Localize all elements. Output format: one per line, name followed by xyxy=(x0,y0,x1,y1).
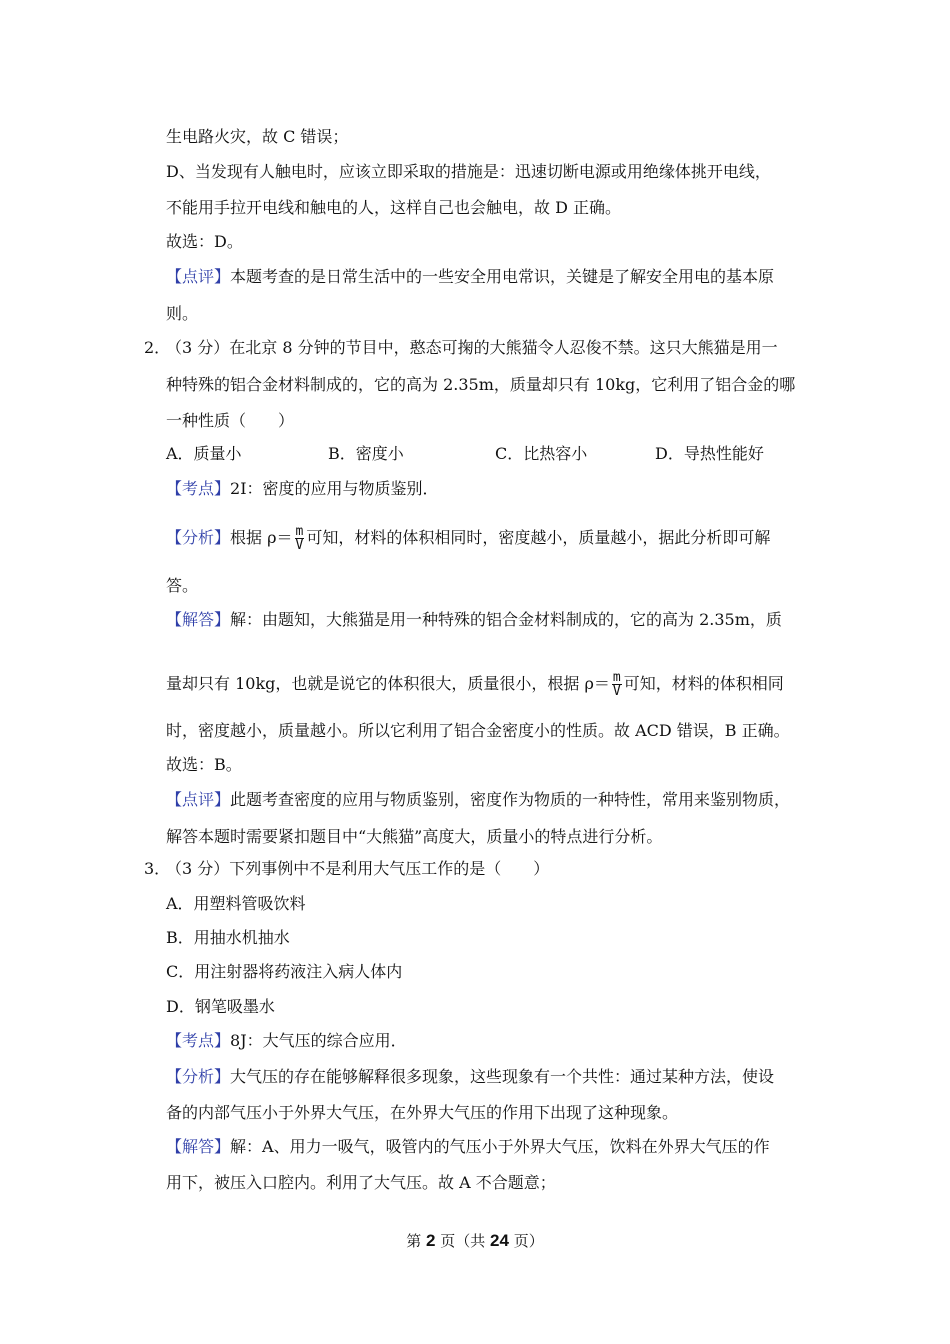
option-c: C．用注射器将药液注入病人体内 xyxy=(166,962,403,981)
text-line: 故选：B。 xyxy=(166,755,242,774)
option-a: A．用塑料管吸饮料 xyxy=(166,894,306,913)
text-line: 则。 xyxy=(166,304,199,323)
option-a: A．质量小 xyxy=(166,444,242,463)
kaodian-text: 2I：密度的应用与物质鉴别． xyxy=(230,479,439,498)
kaodian-line xyxy=(166,479,439,499)
jieda-line xyxy=(166,1137,770,1157)
option-b: B．密度小 xyxy=(328,444,404,463)
jieda-tag: 【解答】 xyxy=(166,1137,231,1156)
density-fraction xyxy=(612,671,622,698)
option-d: D．导热性能好 xyxy=(655,444,764,463)
comment-text: 本题考查的是日常生活中的一些安全用电常识，关键是了解安全用电的基本原 xyxy=(230,267,775,286)
jieda-line xyxy=(166,671,784,698)
dianping-tag: 【点评】 xyxy=(166,790,231,809)
text-line: 生电路火灾，故 C 错误； xyxy=(166,127,349,146)
question-number: 2． xyxy=(144,338,171,357)
question-stem: 种特殊的铝合金材料制成的，它的高为 2.35m，质量却只有 10kg，它利用了铝合金的哪 xyxy=(166,375,796,394)
jieda-text: 解：A、用力一吸气，吸管内的气压小于外界大气压，饮料在外界大气压的作 xyxy=(230,1137,770,1156)
fenxi-text: 根据 ρ＝ xyxy=(230,528,293,547)
text-line: 备的内部气压小于外界大气压，在外界大气压的作用下出现了这种现象。 xyxy=(166,1103,679,1122)
jieda-line xyxy=(166,610,782,630)
text-line: 不能用手拉开电线和触电的人，这样自己也会触电，故 D 正确。 xyxy=(166,198,622,217)
question-number: 3． xyxy=(144,859,171,878)
fenxi-tag: 【分析】 xyxy=(166,1067,231,1086)
dianping-text: 此题考查密度的应用与物质鉴别，密度作为物质的一种特性，常用来鉴别物质， xyxy=(230,790,791,809)
fraction-numerator: m xyxy=(295,524,304,539)
kaodian-line xyxy=(166,1031,407,1051)
comment-tag: 【点评】 xyxy=(166,267,231,286)
fraction-denominator: V xyxy=(612,684,621,699)
kaodian-text: 8J：大气压的综合应用． xyxy=(230,1031,407,1050)
jieda-tag: 【解答】 xyxy=(166,610,231,629)
jieda-text: 解：由题知，大熊猫是用一种特殊的铝合金材料制成的，它的高为 2.35m，质 xyxy=(230,610,782,629)
option-c: C．比热容小 xyxy=(495,444,588,463)
total-pages: 24 xyxy=(490,1231,509,1250)
fraction-denominator: V xyxy=(295,538,304,553)
footer-text: 页） xyxy=(508,1232,544,1250)
jieda-text: 量却只有 10kg，也就是说它的体积很大，质量很小，根据 ρ＝ xyxy=(166,674,610,693)
page-footer xyxy=(0,1230,950,1251)
text-line: 解答本题时需要紧扣题目中“大熊猫”高度大，质量小的特点进行分析。 xyxy=(166,827,663,846)
fenxi-tag: 【分析】 xyxy=(166,528,231,547)
text-line: D、当发现有人触电时，应该立即采取的措施是：迅速切断电源或用绝缘体挑开电线， xyxy=(166,162,771,181)
question-stem: 一种性质（ ） xyxy=(166,411,295,430)
footer-text: 第 xyxy=(406,1232,427,1250)
page-number: 2 xyxy=(426,1231,436,1250)
option-b: B．用抽水机抽水 xyxy=(166,928,290,947)
jieda-text: 可知，材料的体积相同 xyxy=(623,674,784,693)
question-stem: （3 分）下列事例中不是利用大气压工作的是（ ） xyxy=(166,859,550,878)
option-d: D．钢笔吸墨水 xyxy=(166,997,275,1016)
comment-line xyxy=(166,267,774,287)
dianping-line xyxy=(166,790,790,810)
kaodian-tag: 【考点】 xyxy=(166,1031,231,1050)
density-fraction xyxy=(295,525,305,552)
question-stem: （3 分）在北京 8 分钟的节目中，憨态可掬的大熊猫令人忍俊不禁。这只大熊猫是用一 xyxy=(166,338,778,357)
fenxi-text: 可知，材料的体积相同时，密度越小，质量越小，据此分析即可解 xyxy=(306,528,771,547)
text-line: 故选：D。 xyxy=(166,232,243,251)
text-line: 用下，被压入口腔内。利用了大气压。故 A 不合题意； xyxy=(166,1173,556,1192)
kaodian-tag: 【考点】 xyxy=(166,479,231,498)
fraction-numerator: m xyxy=(612,670,621,685)
fenxi-line xyxy=(166,1067,774,1087)
footer-text: 页（共 xyxy=(435,1232,491,1250)
text-line: 时，密度越小，质量越小。所以它利用了铝合金密度小的性质。故 ACD 错误，B 正确。 xyxy=(166,721,790,740)
fenxi-text: 大气压的存在能够解释很多现象，这些现象有一个共性：通过某种方法，使设 xyxy=(230,1067,775,1086)
fenxi-line xyxy=(166,525,770,552)
text-line: 答。 xyxy=(166,576,199,595)
